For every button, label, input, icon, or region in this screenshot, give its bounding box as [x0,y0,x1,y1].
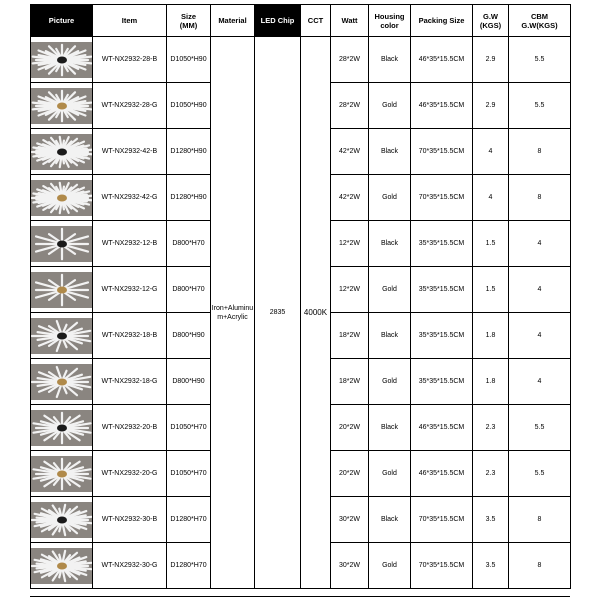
size-value: D1050*H70 [167,405,211,451]
product-photo-cell [31,221,93,267]
housing-color-value: Black [369,129,411,175]
chandelier-gold-icon [31,364,93,400]
header-packing-size: Packing Size [411,5,473,37]
packing-size-value: 70*35*15.5CM [411,175,473,221]
gross-weight-value: 2.9 [473,37,509,83]
product-photo-cell [31,83,93,129]
gross-weight-value: 1.8 [473,313,509,359]
header-item: Item [93,5,167,37]
cct-value: 4000K [301,37,331,589]
cbm-value: 4 [509,359,571,405]
size-value: D1280*H70 [167,497,211,543]
product-photo-cell [31,451,93,497]
gross-weight-value: 1.8 [473,359,509,405]
packing-size-value: 46*35*15.5CM [411,37,473,83]
item-code: WT-NX2932-28-B [93,37,167,83]
watt-value: 42*2W [331,175,369,221]
cbm-value: 5.5 [509,37,571,83]
chandelier-black-icon [31,42,93,78]
packing-size-value: 46*35*15.5CM [411,451,473,497]
watt-value: 42*2W [331,129,369,175]
header-row [31,5,571,37]
product-photo-cell [31,405,93,451]
packing-size-value: 70*35*15.5CM [411,497,473,543]
packing-size-value: 35*35*15.5CM [411,267,473,313]
watt-value: 12*2W [331,221,369,267]
header-size [167,5,211,37]
size-value: D1050*H90 [167,37,211,83]
product-photo-cell [31,129,93,175]
watt-value: 28*2W [331,83,369,129]
size-value: D1050*H90 [167,83,211,129]
item-code: WT-NX2932-18-B [93,313,167,359]
housing-color-value: Gold [369,267,411,313]
gross-weight-value: 4 [473,175,509,221]
chandelier-black-icon [31,134,93,170]
housing-color-value: Black [369,221,411,267]
item-code: WT-NX2932-42-B [93,129,167,175]
item-code: WT-NX2932-20-G [93,451,167,497]
item-code: WT-NX2932-30-B [93,497,167,543]
chandelier-gold-icon [31,88,93,124]
cbm-value: 5.5 [509,83,571,129]
cbm-value: 8 [509,543,571,589]
housing-color-value: Gold [369,543,411,589]
product-photo-cell [31,175,93,221]
cbm-value: 4 [509,313,571,359]
watt-value: 20*2W [331,451,369,497]
size-value: D800*H90 [167,359,211,405]
item-code: WT-NX2932-12-G [93,267,167,313]
item-code: WT-NX2932-42-G [93,175,167,221]
gross-weight-value: 1.5 [473,221,509,267]
packing-size-value: 70*35*15.5CM [411,543,473,589]
product-photo-cell [31,359,93,405]
cbm-value: 8 [509,129,571,175]
watt-value: 18*2W [331,313,369,359]
watt-value: 12*2W [331,267,369,313]
led-chip-value: 2835 [255,37,301,589]
housing-color-value: Black [369,497,411,543]
header-cbm-label: CBM G.W(KGS) [521,11,558,30]
packing-size-value: 70*35*15.5CM [411,129,473,175]
product-photo-cell [31,543,93,589]
gross-weight-value: 2.9 [473,83,509,129]
gross-weight-value: 4 [473,129,509,175]
table-row [31,37,571,83]
product-photo-cell [31,37,93,83]
header-size-label: Size (MM) [179,11,198,30]
header-watt: Watt [331,5,369,37]
housing-color-value: Gold [369,359,411,405]
chandelier-gold-icon [31,548,93,584]
packing-size-value: 46*35*15.5CM [411,405,473,451]
header-gw [473,5,509,37]
housing-color-value: Gold [369,175,411,221]
size-value: D1280*H70 [167,543,211,589]
size-value: D800*H70 [167,267,211,313]
chandelier-gold-icon [31,272,93,308]
item-code: WT-NX2932-12-B [93,221,167,267]
gross-weight-value: 1.5 [473,267,509,313]
item-code: WT-NX2932-30-G [93,543,167,589]
item-code: WT-NX2932-18-G [93,359,167,405]
product-photo-cell [31,267,93,313]
material-value: Iron+Aluminum+Acrylic [211,37,255,589]
packing-size-value: 46*35*15.5CM [411,83,473,129]
cbm-value: 8 [509,497,571,543]
size-value: D800*H90 [167,313,211,359]
housing-color-value: Black [369,313,411,359]
size-value: D800*H70 [167,221,211,267]
gross-weight-value: 2.3 [473,405,509,451]
housing-color-value: Gold [369,83,411,129]
chandelier-gold-icon [31,180,93,216]
chandelier-black-icon [31,318,93,354]
item-code: WT-NX2932-28-G [93,83,167,129]
chandelier-black-icon [31,226,93,262]
header-cbm [509,5,571,37]
product-photo-cell [31,497,93,543]
header-gw-label: G.W (KGS) [479,11,502,30]
packing-size-value: 35*35*15.5CM [411,359,473,405]
header-cct: CCT [301,5,331,37]
watt-value: 28*2W [331,37,369,83]
cbm-value: 5.5 [509,451,571,497]
chandelier-black-icon [31,502,93,538]
size-value: D1280*H90 [167,129,211,175]
chandelier-gold-icon [31,456,93,492]
housing-color-value: Black [369,37,411,83]
cbm-value: 4 [509,221,571,267]
gross-weight-value: 2.3 [473,451,509,497]
header-led-chip: LED Chip [255,5,301,37]
cbm-value: 5.5 [509,405,571,451]
size-value: D1050*H70 [167,451,211,497]
cbm-value: 8 [509,175,571,221]
packing-size-value: 35*35*15.5CM [411,221,473,267]
gross-weight-value: 3.5 [473,497,509,543]
housing-color-value: Black [369,405,411,451]
chandelier-black-icon [31,410,93,446]
packing-size-value: 35*35*15.5CM [411,313,473,359]
watt-value: 20*2W [331,405,369,451]
watt-value: 30*2W [331,497,369,543]
header-housing-color [369,5,411,37]
product-photo-cell [31,313,93,359]
cbm-value: 4 [509,267,571,313]
product-spec-table [30,4,571,589]
watt-value: 18*2W [331,359,369,405]
header-material: Material [211,5,255,37]
watt-value: 30*2W [331,543,369,589]
header-housing-color-label: Housing color [374,11,405,30]
housing-color-value: Gold [369,451,411,497]
item-code: WT-NX2932-20-B [93,405,167,451]
size-value: D1280*H90 [167,175,211,221]
header-picture: Picture [31,5,93,37]
gross-weight-value: 3.5 [473,543,509,589]
table-bottom-rule [30,596,570,597]
